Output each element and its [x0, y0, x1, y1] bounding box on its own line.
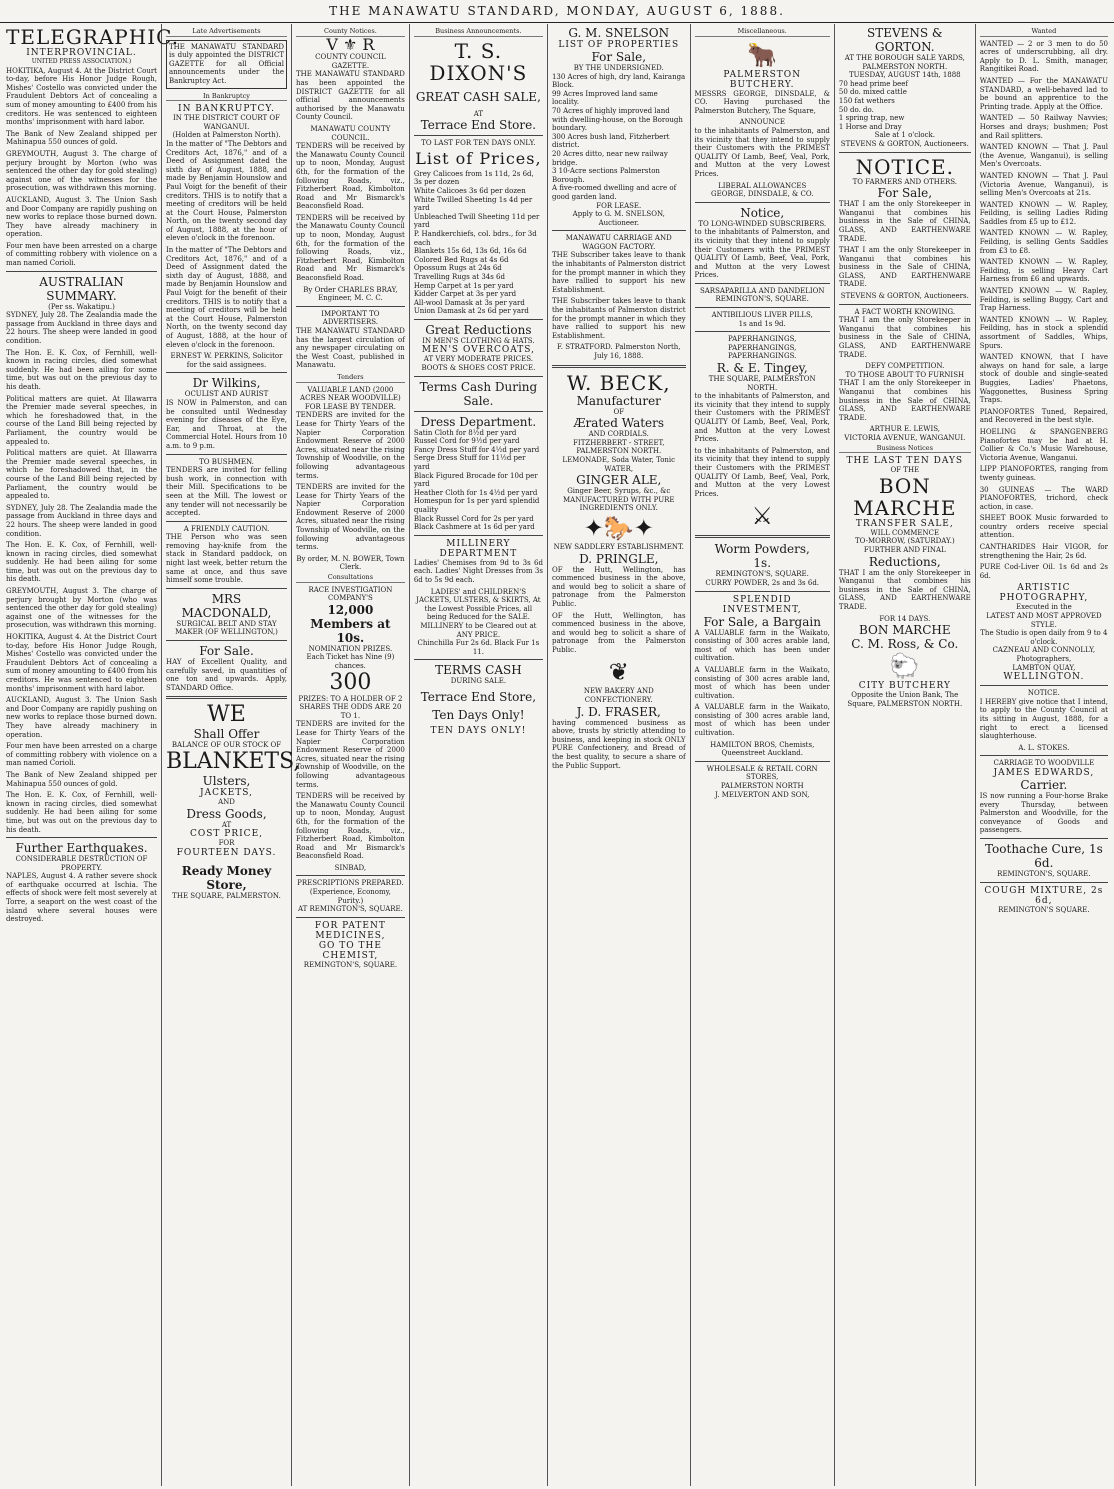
three-hundred: 300: [329, 669, 372, 695]
carriage-body: THE Subscriber takes leave to thank the inhabitants of Palmerston district for the prompt manner in which they have rallied to support his new Establishment.: [551, 251, 686, 294]
section-label: Tenders: [296, 373, 405, 383]
butchery-body: to the inhabitants of Palmerston, and its vicinity that they intend to supply their Customers with the PRIMEST QUALITY Of Lamb, Beef, Veal, Pork, and Mutton at the very Lowest Prices.: [694, 126, 830, 178]
lambton: LAMBTON QUAY,: [1012, 663, 1076, 672]
column-wanted: [976, 24, 1112, 1486]
notice-title: NOTICE.: [855, 154, 955, 179]
toothache: Toothache Cure, 1s 6d.: [984, 841, 1103, 870]
price-item: Hemp Carpet at 1s per yard: [413, 281, 514, 290]
auctioneers: STEVENS & GORTON, Auctioneers.: [840, 292, 969, 301]
sale-body: A VALUABLE farm in the Waikato, consisting of 300 acres arable land, most of which has been under cultivation.: [694, 703, 830, 738]
nomination-title: NOMINATION PRIZES.: [308, 644, 393, 653]
ginger-ale: GINGER ALE,: [576, 473, 662, 488]
council-title: MANAWATU COUNTY COUNCIL.: [310, 124, 391, 142]
price-item: White Calicoes 3s 6d per dozen: [413, 186, 526, 195]
notice-title: NOTICE.: [1027, 689, 1060, 698]
transfer-sale: TRANSFER SALE,: [855, 518, 954, 529]
land-body: TENDERS are invited for the Lease for Thirty Years of the Napier Corporation Endowment Reserve of 2000 Acres, situated near the rising Township of Woodville, on the following advantageous terms.: [296, 483, 405, 552]
piano-item: PIANOFORTES Tuned, Repaired, and Recovered in the best style.: [979, 407, 1108, 425]
ross: C. M. Ross, & Co.: [851, 637, 959, 652]
bon-body: THAT I am the only Storekeeper in Wanganui that combines his business in the Sale of CHINA, GLASS, AND EARTHENWARE TRADE.: [838, 568, 971, 611]
at-text: AT: [473, 109, 484, 118]
race-title: RACE INVESTIGATION COMPANY'S: [308, 585, 393, 603]
cazneau: CAZNEAU AND CONNOLLY,: [992, 646, 1096, 655]
wheat-sheaf-icon: ❦: [608, 658, 629, 687]
piano-item: SHEET BOOK Music forwarded to country orders receive special attention.: [979, 514, 1108, 540]
caution-body: THE Person who was seen removing hay-knife from the stack in Standard paddock, on night last week, better return the same at once, and thus save himself some trouble.: [166, 533, 287, 585]
column-stevens-gorton: [835, 24, 976, 1486]
bankruptcy-body: In the matter of "The Debtors and Creditors Act, 1876," and of a Deed of Assignment dated the sixth day of August, 1888, and made by Benjamin Hounslow and Paul Voigt for the benefit of their creditors. THIS is to notify that a meeting of creditors will be held at the Court House, Palmerston North, on the twenty second day of August, 1888, at the hour of eleven o'clock in the forenoon.: [166, 246, 287, 349]
of-text: OF: [613, 407, 625, 416]
wilkins-body: IS NOW in Palmerston, and can be consulted until Wednesday evening for diseases of the Eye, Ear, and Throat, at the Commercial Hotel. Hours from 10 a.m. to 9 p.m.: [166, 398, 288, 450]
price-item: Fancy Dress Stuff for 4½d per yard: [413, 445, 540, 454]
land-body: TENDERS are invited for the Lease for Thirty Years of the Napier Corporation Endowment Reserve of 2000 Acres, situated near the rising Township of Woodville, on the following advantageous terms.: [296, 411, 405, 480]
fraser-body: having commenced business as above, trusts by strictly attending to business, and keeping in stock ONLY PURE Confectionery, and Bread of the best quality, to secure a share of the Public Support.: [551, 718, 686, 770]
stock-item: 150 fat wethers: [838, 96, 895, 105]
sale-body: A VALUABLE farm in the Waikato, consisting of 300 acres arable land, most of which has been under cultivation.: [694, 628, 830, 663]
wholesale: WHOLESALE & RETAIL CORN STORES,: [706, 764, 818, 782]
patent-title: FOR PATENT MEDICINES,: [314, 920, 386, 941]
sale-body: A VALUABLE farm in the Waikato, consisting of 300 acres arable land, most of which has been under cultivation.: [694, 665, 830, 700]
price-item: Russel Cord for 9½d per yard: [413, 437, 520, 446]
apply-to: Apply to G. M. SNELSON, Auctioneer.: [572, 210, 665, 227]
wanted-item: WANTED KNOWN, that I have always on hand for sale, a large stock of double and single-seated Buggies, Ladies' Phaetons, Waggonettes, Business Spring Traps.: [979, 353, 1108, 405]
dress-department: Dress Department.: [420, 414, 537, 429]
bakery-title: NEW BAKERY AND CONFECTIONERY.: [583, 687, 654, 705]
bushmen-body: TENDERS are invited for felling bush work, in connection with their Mill. Specifications to be seen at the Mill. The lowest or any tender will not necessarily be accepted.: [166, 466, 287, 518]
wanted-item: WANTED — For the MANAWATU STANDARD, a well-behaved lad to be bound an apprentice to the Printing trade. Apply at the Office.: [979, 76, 1108, 111]
prizes-text: PRIZES: TO A HOLDER OF 2 SHARES THE ODDS ARE 20 TO 1.: [298, 694, 403, 720]
wilkins-sub: OCULIST AND AURIST: [184, 390, 269, 399]
bull-illustration-icon: 🐂: [747, 40, 778, 69]
notice-body: I HEREBY give notice that I intend, to apply to the County Council at its sitting in August, 1888, for a right to erect a licensed slaughterhouse.: [979, 697, 1108, 741]
blankets-text: BLANKETS,: [166, 749, 301, 774]
tenders-body: TENDERS will be received by the Manawatu County Council up to noon, Monday, August 6th, for the formation of the following Roads, viz., Fitzherbert Road, Kimbolton Road and Mr Bismarck's Beaconsfield Road.: [296, 142, 405, 211]
race-body: TENDERS will be received by the Manawatu County Council up to noon, Monday, August 6th, for the formation of the following Roads, viz., Fitzherbert Road, Kimbolton Road and Mr Bismarck's Beaconsfield Road.: [296, 792, 405, 861]
property-item: 130 Acres of high, dry land, Kairanga Block.: [551, 72, 686, 90]
price-item: Black Cashmere at 1s 6d per yard: [413, 523, 535, 532]
earthquakes-heading: Further Earthquakes.: [15, 841, 148, 856]
curry-powder: CURRY POWDER, 2s and 3s 6d.: [705, 578, 820, 587]
nine-chances: Each Ticket has Nine (9) chances.: [306, 653, 395, 670]
sub-heading: (Per ss. Wakatipu.): [48, 302, 115, 311]
newspaper-columns: [2, 24, 1112, 1486]
wanted-item: WANTED KNOWN — W. Rapley, Feilding, has in stock a splendid assortment of Saddles, Whips, Spurs.: [979, 315, 1108, 350]
ten-days-only-caps: TEN DAYS ONLY!: [430, 725, 527, 736]
pringle-body: OF the Hutt, Wellington, has commenced business in the above, and would beg to solicit a share of patronage from the Palmerston Public.: [551, 611, 686, 654]
palmerston-north: PALMERSTON NORTH.: [576, 447, 662, 456]
wanted-item: WANTED KNOWN — That J. Paul (the Avenue, Wanganui), is selling Men's Overcoats.: [979, 143, 1108, 169]
cost-price-text: COST PRICE,: [190, 829, 263, 840]
defy: DEFY COMPETITION.: [865, 362, 945, 371]
for-lease: FOR LEASE.: [596, 201, 642, 210]
members-title: 12,000 Members at 10s.: [310, 602, 391, 645]
farmers: TO FARMERS AND OTHERS.: [852, 177, 958, 186]
worm-price: 1s.: [753, 556, 772, 571]
pringle-body: OF the Hutt, Wellington, has commenced business in the above, and would beg to solicit a share of patronage from the Palmerston Public.: [551, 565, 686, 608]
sub-heading: CONSIDERABLE DESTRUCTION OF PROPERTY.: [15, 855, 148, 872]
macdonald-sub: SURGICAL BELT AND STAY MAKER (OF WELLINGTON,): [175, 619, 278, 637]
price-item: Heather Cloth for 1s 4½d per yard: [413, 488, 538, 497]
article-text: AUCKLAND, August 3. The Union Sash and Door Company are rapidly pushing on new works to replace those burned down. They have already machinery in operation.: [6, 195, 157, 239]
article-text: HOKITIKA, August 4. At the District Court to-day, before His Honor Judge Rough, Mishes' Costello was convicted under the Fraudulent Debtors Act of concealing a sum of money amounting to £400 from his creditors. He was sentenced to eighteen months' imprisonment with hard labor.: [6, 633, 157, 693]
tingey-body: to the inhabitants of Palmerston, and its vicinity that they intend to supply their Customers with the PRIMEST QUALITY Of Lamb, Beef, Veal, Pork, and Mutton at the very Lowest Prices.: [694, 446, 830, 498]
property-list: [552, 73, 686, 202]
fourteen-days-text: FOURTEEN DAYS.: [176, 847, 277, 858]
cordials: AND CORDIALS.: [588, 430, 649, 439]
lewis: ARTHUR E. LEWIS,: [869, 425, 941, 434]
saddlery-title: NEW SADDLERY ESTABLISHMENT.: [553, 542, 684, 551]
price-item: Colored Bed Rugs at 4s 6d: [413, 255, 509, 264]
ten-days-only: Ten Days Only!: [432, 707, 525, 722]
sinbad: SINBAD,: [334, 863, 367, 872]
stock-item: 70 head prime beef: [838, 79, 908, 88]
price-item: P. Handkerchiefs, col. bdrs., for 3d each: [413, 229, 537, 247]
price-item: Black Russel Cord for 2s per yard: [413, 514, 534, 523]
beck-title: W. BECK,: [566, 370, 671, 395]
article-text: The Hon. E. K. Cox, of Fernhill, well-known in racing circles, died somewhat suddenly. He had been ailing for some time, but was out on the previous day to his death.: [6, 348, 157, 391]
section-label: Miscellaneous.: [695, 27, 830, 37]
terms-cash: Terms Cash During Sale.: [419, 379, 538, 408]
price-item: Homespun for 1s per yard splendid quality: [413, 497, 540, 514]
race-body: TENDERS are invited for the Lease for Thirty Years of the Napier Corporation Endowment Reserve of 2000 Acres, situated near the rising Township of Woodville, on the following advantageous terms.: [296, 720, 405, 789]
sarsaparilla: SARSAPARILLA AND DANDELION: [699, 286, 825, 295]
gazette-body: THE MANAWATU STANDARD has been appointed the DISTRICT GAZETTE for all official announcements authorised by the Manawatu County Council.: [296, 70, 405, 122]
remington-address: REMINGTON'S, SQUARE.: [303, 960, 398, 969]
price-item: Blankets 15s 6d, 13s 6d, 16s 6d: [413, 247, 527, 256]
worm-powders: Worm Powders,: [714, 542, 810, 557]
pringle-title: D. PRINGLE,: [579, 551, 659, 566]
carrier: Carrier.: [1020, 777, 1068, 792]
stock-item: 1 spring trap, new: [838, 114, 905, 123]
signature: By Order CHARLES BRAY, Engineer, M. C. C.: [303, 285, 398, 303]
section-label: Late Advertisements: [166, 27, 287, 37]
city-butchery: CITY BUTCHERY: [858, 681, 951, 692]
masthead: THE MANAWATU STANDARD, MONDAY, AUGUST 6, 1888.: [0, 0, 1114, 23]
chinchilla: Chinchilla Fur 2s 6d. Black Fur 1s 11.: [417, 639, 540, 656]
fitzherbert-street: FITZHERBERT - STREET,: [573, 438, 665, 447]
column-snelson: [548, 24, 691, 1486]
notice-body: to the inhabitants of Palmerston, and its vicinity that they intend to supply their Customers with the PRIMEST QUALITY Of Lamb, Beef, Veal, Pork, and Mutton at the very Lowest Prices.: [694, 228, 830, 280]
article-text: Four men have been arrested on a charge of committing robbery with violence on a man named Corioli.: [6, 742, 157, 768]
for-sale: For Sale,: [877, 186, 933, 201]
piano-item: LIPP PIANOFORTES, ranging from twenty guineas.: [979, 465, 1108, 482]
tingey-address: THE SQUARE, PALMERSTON NORTH.: [708, 375, 816, 392]
fact-body: THAT I am the only Storekeeper in Wanganui that combines his business in the Sale of CHINA, GLASS, AND EARTHENWARE TRADE.: [838, 316, 971, 359]
column-business: [410, 24, 548, 1486]
remington: REMINGTON'S, SQUARE.: [715, 295, 809, 304]
price-item: Unbleached Twill Sheeting 11d per yard: [413, 212, 540, 230]
price-item: Satin Cloth for 8½d per yard: [413, 428, 517, 437]
studio-hours: The Studio is open daily from 9 to 4 o'clock.: [980, 629, 1108, 646]
dress-price-list: [414, 429, 543, 532]
for-sale-title: For Sale,: [591, 50, 647, 64]
gazette-notice: THE MANAWATU STANDARD is duly appointed the DISTRICT GAZETTE for all Official announcements under the Bankruptcy Act.: [166, 40, 287, 89]
section-label: County Notices.: [296, 27, 405, 37]
article-text: GREYMOUTH, August 3. The charge of perjury brought by Morton (who was sentenced the other day for gold stealing) against one of the witnesses for the prosecution, was withdrawn this morning.: [6, 587, 157, 630]
interprovincial-title: INTERPROVINCIAL.: [26, 48, 137, 58]
gazette-title: COUNTY COUNCIL GAZETTE.: [315, 53, 386, 70]
hamilton: HAMILTON BROS, Chemists, Queenstreet Auckland.: [710, 740, 815, 758]
property-item: 70 Acres of highly improved land with dwelling-house, on the Borough boundary.: [551, 106, 683, 133]
millinery-body: Ladies' Chemises from 9d to 3s 6d each. Ladies' Night Dresses from 3s 6d to 5s 9d each.: [413, 558, 543, 584]
bon-marche: BON MARCHE: [853, 473, 957, 520]
tingey-title: R. & E. Tingey,: [716, 361, 808, 376]
butchery-body: MESSRS GEORGE, DINSDALE, & CO. Having purchased the Palmerston Butchery, The Square,: [694, 89, 830, 115]
syrups: Ginger Beer, Syrups, &c., &c: [567, 487, 671, 496]
wanted-item: WANTED KNOWN — W. Rapley, Feilding, is selling Gents Saddles from £3 to £8.: [979, 229, 1108, 255]
forsale-title: For Sale.: [199, 644, 254, 659]
reductions: Reductions,: [868, 554, 941, 569]
important-title: IMPORTANT TO ADVERTISERS.: [321, 309, 380, 327]
signature: ERNEST W. PERKINS, Solicitor for the said assignees.: [170, 352, 283, 369]
last-ten-days: THE LAST TEN DAYS: [846, 456, 964, 467]
court-name: IN THE DISTRICT COURT OF WANGANUI.: [173, 114, 280, 131]
offer-text: Shall Offer: [193, 727, 260, 742]
section-label: Business Notices: [839, 444, 971, 454]
prescriptions-at: AT REMINGTON'S, SQUARE.: [297, 905, 403, 914]
price-item: All-wool Damask at 3s per yard: [413, 298, 525, 307]
price-item: White Twilled Sheeting 1s 4d per yard: [413, 195, 533, 213]
notice-title: Notice,: [740, 205, 785, 220]
tingey-body: to the inhabitants of Palmerston, and its vicinity that they intend to supply their Customers with the PRIMEST QUALITY Of Lamb, Beef, Veal, Pork, and Mutton at the very Lowest Prices.: [694, 392, 830, 444]
list-of-properties: LIST OF PROPERTIES: [558, 40, 680, 50]
executed: Executed in the: [1015, 603, 1072, 612]
wanted-item: WANTED — 50 Railway Navvies; Horses and drays; bushmen; Post and Rail splitters.: [979, 114, 1108, 140]
auctioneers: STEVENS & GORTON, Auctioneers.: [840, 139, 969, 148]
bankruptcy-body: In the matter of "The Debtors and Creditors Act, 1876," and of a Deed of Assignment dated the sixth day of August, 1888, and made by Benjamin Hounslow and Paul Voigt for the benefit of their creditors. THIS is to notify that a meeting of creditors will be held at the Court House, Palmerston North, on the twenty second day of August, 1888, at the hour of eleven o'clock in the forenoon.: [166, 139, 287, 243]
land-title: VALUABLE LAND (2000 ACRES NEAR WOODVILLE) FOR LEASE BY TENDER.: [300, 385, 401, 411]
court-held: (Holden at Palmerston North).: [172, 131, 281, 140]
antibilious-price: 1s and 1s 9d.: [738, 319, 786, 328]
millinery-clear: MILLINERY to be Cleared out at ANY PRICE.: [420, 621, 537, 639]
chemist-item: PURE Cod-Liver Oil. 1s 6d and 2s 6d.: [979, 563, 1108, 580]
and-text: AND: [218, 798, 235, 806]
stokes: A. L. STOKES.: [1018, 743, 1070, 752]
list-of-prices: List of Prices,: [415, 148, 542, 168]
price-list: [414, 170, 543, 316]
section-label: Consultations: [296, 573, 405, 583]
at-text: AT: [221, 820, 232, 829]
carriage-factory: MANAWATU CARRIAGE AND WAGGON FACTORY.: [565, 234, 672, 251]
carriage-woodville: CARRIAGE TO WOODVILLE: [993, 759, 1095, 768]
ready-money-store: Ready Money Store,: [181, 863, 272, 892]
forsale-body: THAT I am the only Storekeeper in Wanganui that combines his business in the Sale of CHINA, GLASS, AND EARTHENWARE TRADE.: [838, 200, 971, 243]
price-item: Opossum Rugs at 24s 6d: [413, 264, 502, 273]
section-label: In Bankruptcy: [166, 92, 287, 102]
wanted-item: WANTED — 2 or 3 men to do 50 acres of underscrubbing, all dry. Apply to D. L. Smith, manager, Rangitikei Road.: [979, 39, 1108, 74]
great-cash-sale: GREAT CASH SALE,: [415, 89, 541, 104]
cough-mixture: COUGH MIXTURE, 2s 6d,: [984, 885, 1104, 906]
caution-title: A FRIENDLY CAUTION.: [183, 524, 270, 533]
coat-of-arms-icon: V ⚜ R: [326, 34, 375, 54]
property-item: 300 Acres bush land, Fitzherbert district.: [551, 132, 670, 150]
column-late-ads: [162, 24, 301, 1486]
important-body: THE MANAWATU STANDARD has the largest circulation of any newspaper circulating on the West Coast, published in Manawatu.: [296, 327, 405, 370]
carriage-body: THE Subscriber takes leave to thank the inhabitants of Palmerston district for the prompt manner in which they have rallied to support his new Establishment.: [551, 297, 686, 340]
jackets-text: JACKETS,: [200, 788, 253, 798]
price-item: Travelling Rugs at 34s 6d: [413, 272, 505, 281]
further: FURTHER AND FINAL: [863, 545, 946, 554]
macdonald-title: MRS MACDONALD,: [181, 591, 272, 620]
property-item: 3 10-Acre sections Palmerston Borough.: [551, 167, 660, 184]
stratford-sign: F. STRATFORD. Palmerston North, July 16, 1888.: [557, 343, 681, 360]
george-dinsdale: GEORGE, DINSDALE, & CO.: [711, 190, 814, 199]
article-text: Political matters are quiet. At Illawarra the Premier made several speeches, in which he foreshadowed that, in the course of the Land Bill being rejected by Parliament, the country would be appealed to.: [6, 449, 157, 501]
ladies-jackets: LADIES' and CHILDREN'S JACKETS, ULSTERS, & SKIRTS, At the Lowest Possible Prices, all being Reduced for the SALE.: [416, 587, 541, 622]
article-text: The Hon. E. K. Cox, of Fernhill, well-known in racing circles, died somewhat suddenly. He had been ailing for some time, but was out on the previous day to his death.: [6, 791, 157, 834]
james-edwards: JAMES EDWARDS,: [993, 767, 1095, 778]
forsale-body: THAT I am the only Storekeeper in Wanganui that combines his business in the Sale of CHINA, GLASS, AND EARTHENWARE TRADE.: [838, 246, 971, 289]
dress-goods-text: Dress Goods,: [186, 806, 267, 821]
article-text: GREYMOUTH, August 3. The charge of perjury brought by Morton (who was sentenced the other day for gold stealing) against one of the witnesses for the prosecution, was withdrawn this morning.: [6, 149, 157, 193]
stock-item: 50 do. mixed cattle: [838, 88, 907, 97]
column-county-notices: [292, 24, 410, 1486]
artistic-photography: ARTISTIC PHOTOGRAPHY,: [999, 583, 1089, 604]
toothache-sub: REMINGTON'S, SQUARE.: [997, 869, 1091, 878]
article-text: NAPLES, August 4. A rather severe shock of earthquake occurred at Ischia. The effects of shock were felt most severely at Torre, a seaport on the west coast of the island where several houses were destroyed.: [6, 872, 157, 924]
aerated-waters: Ærated Waters: [573, 416, 665, 431]
cough-sub: REMINGTON'S SQUARE.: [998, 905, 1090, 914]
splendid-investment: SPLENDID INVESTMENT,: [722, 594, 802, 615]
price-item: Serge Dress Stuff for 11½d per yard: [413, 454, 526, 472]
property-item: A five-roomed dwelling and acre of good garden land.: [551, 184, 677, 201]
price-item: Union Damask at 2s 6d per yard: [413, 307, 529, 316]
of-the: OF THE: [890, 466, 920, 475]
fraser-title: J. D. FRASER,: [576, 704, 661, 719]
article-text: The Bank of New Zealand shipped per Mahinapua 550 ounces of gold.: [6, 770, 157, 788]
stock-item: 1 Horse and Dray: [838, 122, 902, 131]
announce: ANNOUNCE: [739, 118, 785, 127]
article-text: Political matters are quiet. At Illawarra the Premier made several speeches, in which he foreshadowed that, in the course of the Land Bill being rejected by Parliament, the country would be appealed to.: [6, 394, 157, 446]
millinery-department: MILLINERY DEPARTMENT: [439, 538, 518, 559]
for-text: FOR: [218, 839, 235, 848]
carrier-body: IS now running a Four-horse Brake every Thursday, between Palmerston and Woodville, for the conveyance of Goods and passengers.: [979, 791, 1108, 835]
crossed-rifles-icon: ⚔: [751, 502, 773, 531]
city-address: Opposite the Union Bank, The Square, PALMERSTON NORTH.: [847, 691, 963, 708]
boots-shoes: BOOTS & SHOES COST PRICE.: [421, 364, 536, 373]
pure-ingredients: MANUFACTURED WITH PURE INGREDIENTS ONLY.: [562, 495, 675, 513]
last-ten-days: TO LAST FOR TEN DAYS ONLY.: [421, 139, 536, 148]
paperhangings: PAPERHANGINGS, PAPERHANGINGS, PAPERHANGINGS.: [728, 335, 797, 361]
sale-bargain: For Sale, a Bargain: [703, 614, 821, 629]
will-commence: WILL COMMENCE: [870, 528, 940, 537]
palmerston-north: PALMERSTON NORTH: [720, 782, 804, 791]
bankruptcy-title: IN BANKRUPTCY.: [178, 104, 275, 115]
during-sale: DURING SALE.: [450, 677, 507, 686]
butchery-title: PALMERSTON BUTCHERY.: [723, 69, 802, 90]
forsale-body: HAY of Excellent Quality, and carefully saved, in quantities of one ton and upwards. Apply, STANDARD Office.: [166, 658, 287, 692]
price-item: Black Figured Brocade for 10d per yard: [413, 471, 538, 489]
wanted-item: WANTED KNOWN — W. Rapley, Feilding, is selling Buggy, Cart and Trap Harness.: [979, 287, 1108, 313]
antibilious: ANTIBILIOUS LIVER PILLS,: [711, 311, 813, 320]
article-text: Four men have been arrested on a charge of committing robbery with violence on a man named Corioli.: [6, 241, 157, 268]
we-text: WE: [207, 702, 246, 728]
wanted-item: WANTED KNOWN — W. Rapley, Feilding, is selling Ladies Riding Saddles from £5 up to £12.: [979, 200, 1108, 226]
australian-summary-heading: AUSTRALIAN SUMMARY.: [39, 274, 124, 303]
telegraphic-title: TELEGRAPHIC.: [6, 25, 180, 49]
store-address: THE SQUARE, PALMERSTON.: [172, 891, 281, 900]
liberal-allowances: LIBERAL ALLOWANCES: [718, 181, 807, 190]
signature: By order, M. N. BOWER, Town Clerk.: [296, 554, 405, 572]
furnish: TO THOSE ABOUT TO FURNISH: [845, 370, 965, 379]
mens-overcoats: MEN'S OVERCOATS,: [421, 345, 535, 356]
wanted-item: WANTED KNOWN — That J. Paul (Victoria Avenue, Wanganui), is selling Men's Overcoats at 21s.: [979, 171, 1108, 198]
photographers: Photographers,: [1016, 655, 1072, 663]
property-item: 99 Acres Improved land same locality.: [551, 89, 658, 107]
latest-style: LATEST AND MOST APPROVED STYLE.: [986, 612, 1102, 629]
sale-yards: AT THE BOROUGH SALE YARDS, PALMERSTON NORTH.: [844, 54, 965, 71]
goto-chemist: GO TO THE CHEMIST,: [318, 940, 382, 961]
chemist-item: CANTHARIDES Hair VIGOR, for strengthening the Hair, 2s 6d.: [979, 543, 1108, 560]
terrace-end: Terrace End Store.: [420, 118, 537, 133]
lewis-address: VICTORIA AVENUE, WANGANUI.: [844, 433, 966, 442]
article-text: The Hon. E. K. Cox, of Fernhill, well-known in racing circles, died somewhat suddenly. He had been ailing for some time, but was out on the previous day to his death.: [6, 541, 157, 584]
terrace-end-store: Terrace End Store,: [420, 689, 537, 704]
mens-clothing: IN MEN'S CLOTHING & HATS.: [422, 336, 535, 345]
ulsters-text: Ulsters,: [202, 774, 251, 788]
saddle-illustration-icon: ✦🐎✦: [583, 513, 654, 542]
article-text: HOKITIKA, August 4. At the District Court to-day, before His Honor Judge Rough, Mishes' Costello was convicted under the Fraudulent Debtors Act of concealing a sum of money amounting to £400 from his creditors. He was sentenced to eighteen months' imprisonment with hard labor.: [6, 66, 157, 127]
piano-item: HOELING & SPANGENBERG Pianofortes may be had at H. Collier & Co.'s Music Warehouse, Victoria Avenue, Wanganui.: [979, 427, 1108, 462]
section-label: Business Announcements.: [414, 27, 543, 37]
wellington: WELLINGTON.: [1003, 672, 1085, 683]
article-text: AUCKLAND, August 3. The Union Sash and Door Company are rapidly pushing on new works to replace those burned down. They have already machinery in operation.: [6, 696, 157, 739]
moderate-prices: AT VERY MODERATE PRICES.: [423, 355, 533, 364]
sheep-illustration-icon: 🐑: [889, 652, 920, 681]
bon-marche-2: BON MARCHE: [859, 623, 951, 638]
sale-time: Sale at 1 o'clock.: [874, 131, 935, 140]
melverton: J. MELVERTON AND SON,: [715, 790, 810, 799]
stock-list: [839, 80, 971, 132]
column-telegraphic: [2, 24, 180, 1486]
piano-item: 30 GUINEAS — The WARD PIANOFORTES, trichord, check action, in case.: [979, 485, 1108, 511]
column-miscellaneous: [691, 24, 835, 1486]
article-text: SYDNEY, July 28. The Zealandia made the passage from Auckland in three days and 22 hours. The sheep were landed in good condition.: [6, 503, 157, 538]
dixon-title: T. S. DIXON'S: [429, 38, 528, 85]
balance-text: BALANCE OF OUR STOCK OF: [171, 741, 282, 750]
by-undersigned: BY THE UNDERSIGNED.: [573, 64, 664, 72]
assoc: UNITED PRESS ASSOCIATION.): [31, 58, 132, 65]
remington: REMINGTON'S, SQUARE.: [715, 570, 809, 579]
section-label: Wanted: [980, 27, 1108, 37]
snelson-title: G. M. SNELSON: [568, 26, 670, 40]
lemonade: LEMONADE, Soda Water, Tonic WATER,: [562, 455, 676, 473]
bushmen-title: TO BUSHMEN.: [199, 457, 254, 466]
stevens-gorton-title: STEVENS & GORTON.: [866, 26, 943, 54]
stock-item: 50 do. do.: [838, 105, 874, 114]
fourteen-days: FOR 14 DAYS.: [879, 614, 931, 623]
fact-title: A FACT WORTH KNOWING.: [854, 307, 956, 316]
price-item: Grey Calicoes from 1s 11d, 2s 6d, 3s per dozen: [413, 169, 534, 187]
article-text: SYDNEY, July 28. The Zealandia made the passage from Auckland in three days and 22 hours. The sheep were landed in good condition.: [6, 311, 157, 346]
tomorrow: TO-MORROW, (SATURDAY.): [854, 537, 955, 546]
fact-body: THAT I am the only Storekeeper in Wanganui that combines his business in the Sale of CHINA, GLASS, AND EARTHENWARE TRADE.: [838, 379, 971, 422]
price-item: Kidder Carpet at 3s per yard: [413, 290, 517, 299]
tuesday: TUESDAY, AUGUST 14th, 1888: [848, 71, 961, 80]
property-item: 20 Acres ditto, near new railway bridge.: [551, 149, 668, 167]
prescriptions-title: PRESCRIPTIONS PREPARED. (Experience, Economy, Purity.): [297, 879, 404, 905]
wilkins-title: Dr Wilkins,: [192, 376, 261, 391]
manufacturer: Manufacturer: [576, 393, 661, 408]
terms-cash-title: TERMS CASH: [435, 663, 522, 678]
article-text: The Bank of New Zealand shipped per Mahinapua 550 ounces of gold.: [6, 129, 157, 147]
long-winded: TO LONG-WINDED SUBSCRIBERS.: [698, 219, 827, 228]
tenders-body: TENDERS will be received by the Manawatu County Council up to noon, Monday, August 6th, for the formation of the following Roads, viz., Fitzherbert Road, Kimbolton Road and Mr Bismarck's Beaconsfield Road.: [296, 213, 405, 283]
wanted-item: WANTED KNOWN — W. Rapley, Feilding, is selling Heavy Cart Harness from £6 and upwards.: [979, 258, 1108, 284]
great-reductions: Great Reductions: [425, 322, 532, 337]
